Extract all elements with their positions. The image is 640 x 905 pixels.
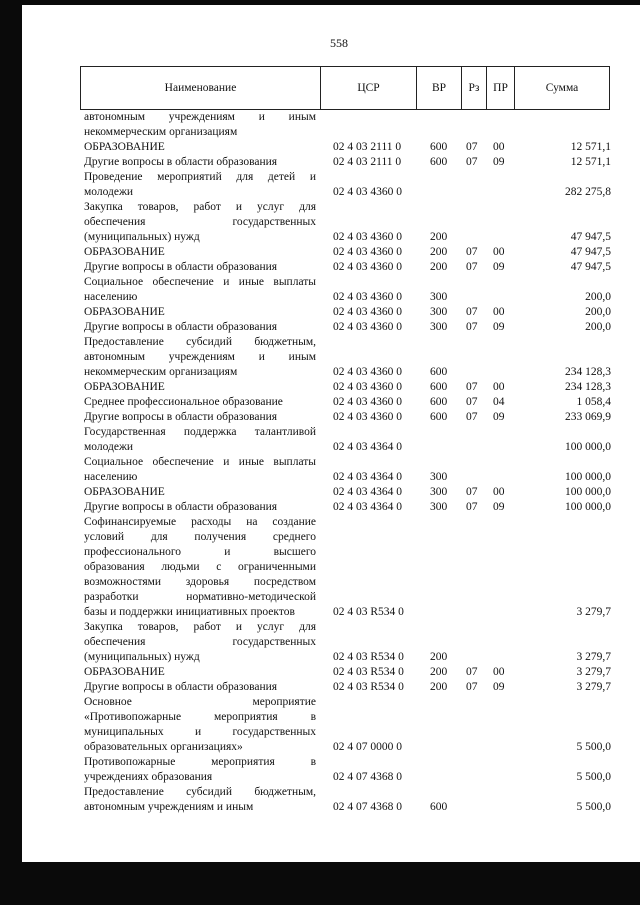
table-row	[0, 485, 640, 500]
table-row	[0, 110, 640, 140]
row-rz: 07	[466, 411, 478, 423]
row-name-line: учреждениях образования	[84, 771, 213, 783]
row-sum: 3 279,7	[576, 681, 611, 693]
row-name-line: Другие вопросы в области образования	[84, 681, 278, 693]
row-name	[84, 500, 316, 515]
row-rz: 07	[466, 486, 478, 498]
row-name	[84, 680, 316, 695]
row-csr: 02 4 03 4360 0	[333, 246, 402, 258]
row-sum: 233 069,9	[565, 411, 611, 423]
table-row	[0, 245, 640, 260]
table-row	[0, 305, 640, 320]
row-csr: 02 4 03 R534 0	[333, 681, 404, 693]
row-vr: 300	[430, 321, 448, 333]
row-pr: 00	[493, 381, 505, 393]
row-csr: 02 4 03 4360 0	[333, 411, 402, 423]
row-vr: 300	[430, 306, 448, 318]
row-name-line: ОБРАЗОВАНИЕ	[84, 306, 165, 318]
table-row	[0, 410, 640, 425]
row-vr: 600	[430, 801, 448, 813]
row-name-line: ОБРАЗОВАНИЕ	[84, 141, 165, 153]
row-vr: 600	[430, 411, 448, 423]
header-rz: Рз	[461, 67, 486, 109]
row-csr: 02 4 03 4360 0	[333, 396, 402, 408]
row-csr: 02 4 07 0000 0	[333, 741, 402, 753]
table-row	[0, 200, 640, 245]
row-name-line: Предоставление субсидий бюджетным,	[84, 786, 316, 798]
row-vr: 200	[430, 651, 448, 663]
row-name-line: Среднее профессиональное образование	[84, 396, 283, 408]
row-name	[84, 335, 316, 380]
row-csr: 02 4 03 4360 0	[333, 231, 402, 243]
row-name-line: Социальное обеспечение и иные выплаты	[84, 456, 316, 468]
header-vr: ВР	[416, 67, 461, 109]
row-name	[84, 320, 316, 335]
row-sum: 5 500,0	[576, 771, 611, 783]
header-csr: ЦСР	[320, 67, 416, 109]
row-csr: 02 4 03 R534 0	[333, 651, 404, 663]
row-sum: 200,0	[585, 306, 611, 318]
row-pr: 00	[493, 486, 505, 498]
row-vr: 200	[430, 231, 448, 243]
table-row	[0, 455, 640, 485]
row-rz: 07	[466, 306, 478, 318]
row-name-line: ОБРАЗОВАНИЕ	[84, 381, 165, 393]
row-name-line: (муниципальных) нужд	[84, 651, 200, 663]
table-row	[0, 515, 640, 620]
row-sum: 100 000,0	[565, 486, 611, 498]
row-sum: 234 128,3	[565, 381, 611, 393]
row-vr: 600	[430, 381, 448, 393]
row-name	[84, 110, 316, 140]
row-name-line: Проведение мероприятий для детей и	[84, 171, 316, 183]
row-pr: 09	[493, 411, 505, 423]
row-name	[84, 665, 316, 680]
table-row	[0, 320, 640, 335]
row-sum: 47 947,5	[570, 246, 611, 258]
row-csr: 02 4 03 4364 0	[333, 441, 402, 453]
row-name-line: «Противопожарные мероприятия в	[84, 711, 316, 723]
row-rz: 07	[466, 261, 478, 273]
row-csr: 02 4 03 4364 0	[333, 501, 402, 513]
row-sum: 3 279,7	[576, 606, 611, 618]
row-pr: 09	[493, 681, 505, 693]
row-pr: 04	[493, 396, 505, 408]
row-name	[84, 395, 316, 410]
row-name	[84, 245, 316, 260]
row-name-line: Другие вопросы в области образования	[84, 411, 278, 423]
row-vr: 200	[430, 666, 448, 678]
row-vr: 200	[430, 246, 448, 258]
row-name-line: Другие вопросы в области образования	[84, 321, 278, 333]
row-name	[84, 620, 316, 665]
row-sum: 5 500,0	[576, 801, 611, 813]
table-row	[0, 140, 640, 155]
row-csr: 02 4 03 2111 0	[333, 156, 402, 168]
row-vr: 200	[430, 681, 448, 693]
row-name	[84, 425, 316, 455]
row-name-line: обеспечения государственных	[84, 216, 316, 228]
row-vr: 300	[430, 291, 448, 303]
row-name-line: муниципальных и государственных	[84, 726, 316, 738]
row-name-line: Закупка товаров, работ и услуг для	[84, 621, 316, 633]
row-name	[84, 410, 316, 425]
row-csr: 02 4 03 R534 0	[333, 666, 404, 678]
row-name-line: образовательных организациях»	[84, 741, 243, 753]
row-vr: 300	[430, 501, 448, 513]
row-pr: 09	[493, 321, 505, 333]
row-name	[84, 755, 316, 785]
row-name-line: Софинансируемые расходы на создание	[84, 516, 316, 528]
table-row	[0, 785, 640, 815]
row-name-line: (муниципальных) нужд	[84, 231, 200, 243]
row-sum: 200,0	[585, 291, 611, 303]
row-csr: 02 4 03 4360 0	[333, 306, 402, 318]
row-vr: 200	[430, 261, 448, 273]
row-name	[84, 275, 316, 305]
row-name-line: ОБРАЗОВАНИЕ	[84, 486, 165, 498]
table-row	[0, 695, 640, 755]
row-rz: 07	[466, 666, 478, 678]
row-rz: 07	[466, 156, 478, 168]
row-csr: 02 4 07 4368 0	[333, 801, 402, 813]
row-name-line: автономным учреждениям и иным	[84, 111, 316, 123]
table-row	[0, 275, 640, 305]
row-name	[84, 305, 316, 320]
row-name-line: условий для получения среднего	[84, 531, 316, 543]
row-name-line: населению	[84, 291, 138, 303]
row-pr: 09	[493, 261, 505, 273]
row-pr: 09	[493, 501, 505, 513]
row-csr: 02 4 03 4364 0	[333, 486, 402, 498]
table-row	[0, 425, 640, 455]
row-sum: 12 571,1	[570, 156, 611, 168]
table-row	[0, 335, 640, 380]
row-name-line: Закупка товаров, работ и услуг для	[84, 201, 316, 213]
row-name-line: Государственная поддержка талантливой	[84, 426, 316, 438]
row-sum: 100 000,0	[565, 441, 611, 453]
table-row	[0, 170, 640, 200]
row-name-line: Другие вопросы в области образования	[84, 156, 278, 168]
table-row	[0, 395, 640, 410]
row-csr: 02 4 03 2111 0	[333, 141, 402, 153]
row-vr: 600	[430, 141, 448, 153]
table-row	[0, 155, 640, 170]
row-vr: 300	[430, 486, 448, 498]
row-sum: 1 058,4	[576, 396, 611, 408]
row-sum: 100 000,0	[565, 471, 611, 483]
row-vr: 300	[430, 471, 448, 483]
row-vr: 600	[430, 156, 448, 168]
table-row	[0, 380, 640, 395]
row-name	[84, 155, 316, 170]
row-vr: 600	[430, 366, 448, 378]
row-rz: 07	[466, 141, 478, 153]
row-sum: 282 275,8	[565, 186, 611, 198]
row-csr: 02 4 03 4360 0	[333, 321, 402, 333]
table-row	[0, 500, 640, 515]
row-sum: 234 128,3	[565, 366, 611, 378]
row-name	[84, 140, 316, 155]
table-row	[0, 620, 640, 665]
row-sum: 200,0	[585, 321, 611, 333]
row-name-line: молодежи	[84, 441, 134, 453]
row-sum: 47 947,5	[570, 231, 611, 243]
row-pr: 00	[493, 306, 505, 318]
row-pr: 00	[493, 141, 505, 153]
page-number: 558	[330, 36, 348, 50]
row-name-line: базы и поддержки инициативных проектов	[84, 606, 295, 618]
row-name-line: разработки нормативно-методической	[84, 591, 316, 603]
row-csr: 02 4 03 4360 0	[333, 366, 402, 378]
row-name-line: Другие вопросы в области образования	[84, 501, 278, 513]
row-pr: 00	[493, 246, 505, 258]
row-csr: 02 4 07 4368 0	[333, 771, 402, 783]
row-name	[84, 695, 316, 755]
row-name-line: образования людьми с ограниченными	[84, 561, 316, 573]
header-name: Наименование	[164, 82, 237, 94]
header-pr: ПР	[486, 67, 514, 109]
row-name-line: автономным учреждениям и иным	[84, 351, 316, 363]
row-rz: 07	[466, 381, 478, 393]
row-name	[84, 785, 316, 815]
row-name	[84, 260, 316, 275]
row-name-line: Противопожарные мероприятия в	[84, 756, 316, 768]
row-csr: 02 4 03 4364 0	[333, 471, 402, 483]
row-name-line: ОБРАЗОВАНИЕ	[84, 246, 165, 258]
scan-top-border	[0, 0, 640, 5]
row-name-line: профессионального и высшего	[84, 546, 316, 558]
row-name-line: Социальное обеспечение и иные выплаты	[84, 276, 316, 288]
row-name-line: возможностями здоровья посредством	[84, 576, 316, 588]
row-sum: 12 571,1	[570, 141, 611, 153]
row-name	[84, 485, 316, 500]
row-name-line: Предоставление субсидий бюджетным,	[84, 336, 316, 348]
row-sum: 100 000,0	[565, 501, 611, 513]
row-name-line: некоммерческим организациям	[84, 126, 238, 138]
row-name-line: Основное мероприятие	[84, 696, 316, 708]
row-sum: 47 947,5	[570, 261, 611, 273]
table-row	[0, 755, 640, 785]
row-name-line: ОБРАЗОВАНИЕ	[84, 666, 165, 678]
row-name-line: обеспечения государственных	[84, 636, 316, 648]
row-sum: 3 279,7	[576, 666, 611, 678]
row-csr: 02 4 03 R534 0	[333, 606, 404, 618]
row-rz: 07	[466, 501, 478, 513]
row-name-line: некоммерческим организациям	[84, 366, 238, 378]
row-name-line: населению	[84, 471, 138, 483]
table-row	[0, 680, 640, 695]
row-name-line: молодежи	[84, 186, 134, 198]
row-csr: 02 4 03 4360 0	[333, 291, 402, 303]
row-name	[84, 200, 316, 245]
scan-bottom-border	[0, 862, 640, 905]
row-csr: 02 4 03 4360 0	[333, 186, 402, 198]
row-pr: 09	[493, 156, 505, 168]
row-sum: 3 279,7	[576, 651, 611, 663]
row-name	[84, 380, 316, 395]
row-name-line: автономным учреждениям и иным	[84, 801, 254, 813]
row-vr: 600	[430, 396, 448, 408]
header-sum: Сумма	[514, 67, 609, 109]
row-name	[84, 515, 316, 620]
row-rz: 07	[466, 396, 478, 408]
table-row	[0, 665, 640, 680]
row-pr: 00	[493, 666, 505, 678]
row-name	[84, 170, 316, 200]
table-row	[0, 260, 640, 275]
row-csr: 02 4 03 4360 0	[333, 381, 402, 393]
row-rz: 07	[466, 321, 478, 333]
row-sum: 5 500,0	[576, 741, 611, 753]
row-rz: 07	[466, 246, 478, 258]
table-header	[80, 66, 610, 110]
row-rz: 07	[466, 681, 478, 693]
row-csr: 02 4 03 4360 0	[333, 261, 402, 273]
row-name	[84, 455, 316, 485]
row-name-line: Другие вопросы в области образования	[84, 261, 278, 273]
